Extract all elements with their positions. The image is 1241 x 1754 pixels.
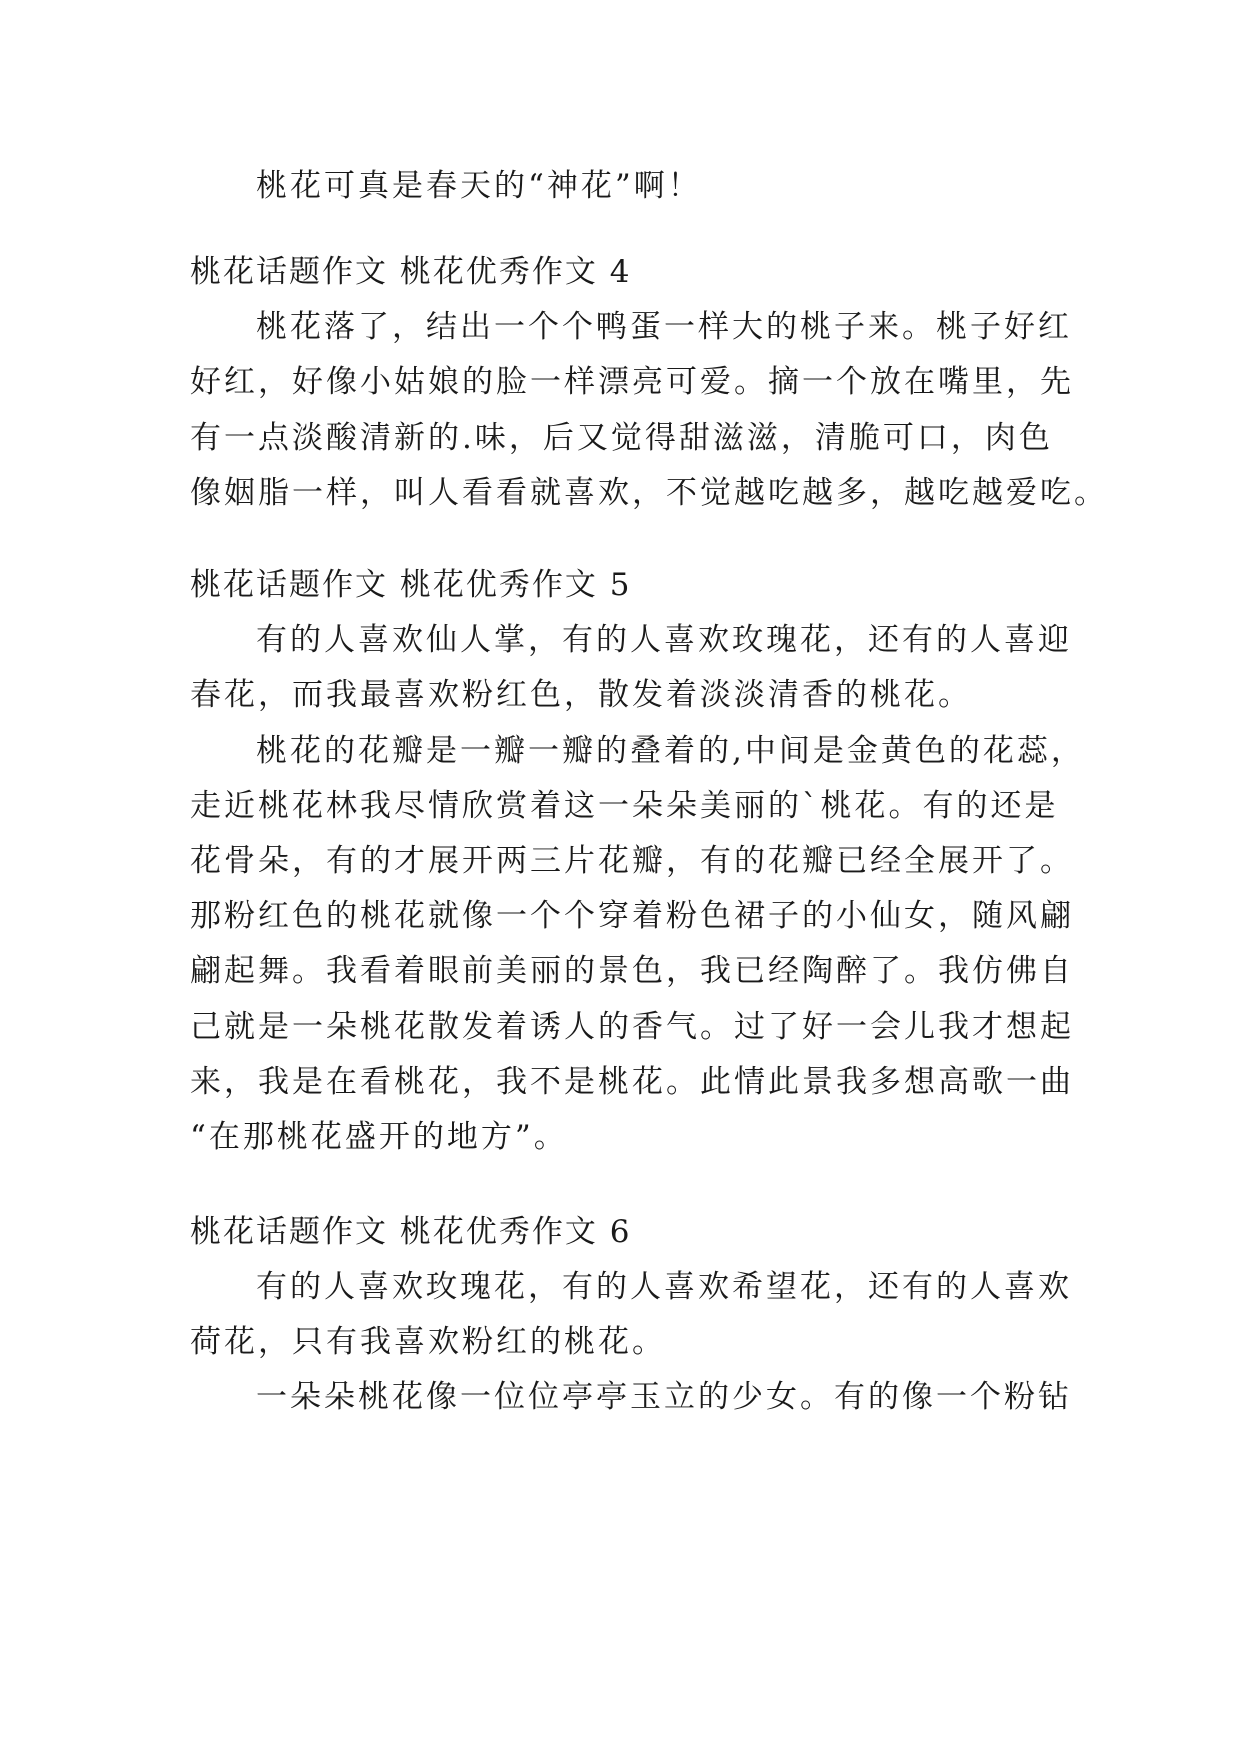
paragraph-line: 来，我是在看桃花，我不是桃花。此情此景我多想高歌一曲: [190, 1064, 1074, 1100]
paragraph-line: 好红，好像小姑娘的脸一样漂亮可爱。摘一个放在嘴里，先: [190, 364, 1074, 400]
paragraph-line: 荷花，只有我喜欢粉红的桃花。: [190, 1324, 666, 1360]
paragraph-line: 桃花落了，结出一个个鸭蛋一样大的桃子来。桃子好红: [256, 309, 1072, 345]
paragraph-line: 有的人喜欢仙人掌，有的人喜欢玫瑰花，还有的人喜迎: [256, 622, 1072, 658]
section-heading: 桃花话题作文 桃花优秀作文 4: [190, 254, 632, 290]
paragraph-line: 走近桃花林我尽情欣赏着这一朵朵美丽的`桃花。有的还是: [190, 788, 1059, 824]
paragraph-line: 己就是一朵桃花散发着诱人的香气。过了好一会儿我才想起: [190, 1009, 1074, 1045]
paragraph-line: 桃花可真是春天的“神花”啊！: [256, 168, 702, 204]
paragraph-line: 有一点淡酸清新的.味，后又觉得甜滋滋，清脆可口，肉色: [190, 420, 1053, 456]
section-heading: 桃花话题作文 桃花优秀作文 6: [190, 1214, 632, 1250]
paragraph-line: 有的人喜欢玫瑰花，有的人喜欢希望花，还有的人喜欢: [256, 1269, 1072, 1305]
paragraph-line: 花骨朵，有的才展开两三片花瓣，有的花瓣已经全展开了。: [190, 843, 1074, 879]
paragraph-line: 桃花的花瓣是一瓣一瓣的叠着的,中间是金黄色的花蕊，: [256, 733, 1085, 769]
paragraph-line: 翩起舞。我看着眼前美丽的景色，我已经陶醉了。我仿佛自: [190, 953, 1074, 989]
paragraph-line: 像姻脂一样，叫人看看就喜欢，不觉越吃越多，越吃越爱吃。: [190, 475, 1108, 511]
section-heading: 桃花话题作文 桃花优秀作文 5: [190, 567, 632, 603]
paragraph-line: 一朵朵桃花像一位位亭亭玉立的少女。有的像一个粉钻: [256, 1379, 1072, 1415]
paragraph-line: “在那桃花盛开的地方”。: [190, 1119, 568, 1155]
paragraph-line: 春花，而我最喜欢粉红色，散发着淡淡清香的桃花。: [190, 677, 972, 713]
paragraph-line: 那粉红色的桃花就像一个个穿着粉色裙子的小仙女，随风翩: [190, 898, 1074, 934]
